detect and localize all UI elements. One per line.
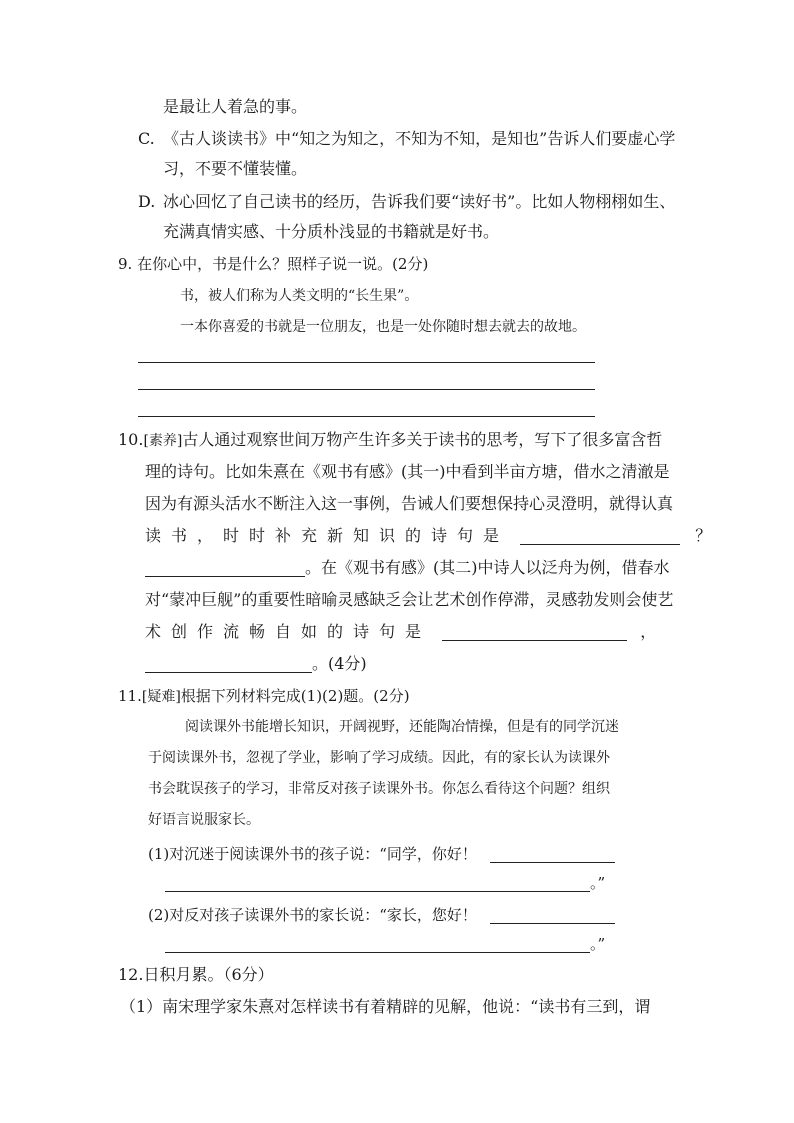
q11-heading — [118, 685, 410, 708]
q9-prompt: 9. 在你心中，书是什么？照样子说一说。(2分) — [118, 255, 429, 273]
q10-line3: 因为有源头活水不断注入这一事例，告诫人们要想保持心灵澄明，就得认真 — [145, 494, 674, 513]
q8-line0: 是最让人着急的事。 — [163, 97, 308, 116]
q11-sub1-cont — [165, 872, 605, 894]
q10-blank-4[interactable] — [145, 654, 312, 673]
q8-option-d-line1: 冰心回忆了自己读书的经历，告诉我们要“读好书”。比如人物栩栩如生、 — [163, 192, 676, 211]
q9-answer-line-1[interactable] — [138, 362, 595, 363]
q10-tag: [素养] — [143, 433, 183, 449]
q8-option-c-line2: 习，不要不懂装懂。 — [163, 159, 308, 178]
q10-line4 — [145, 525, 711, 547]
q8-option-d-label: D. — [138, 192, 156, 211]
q10-question-mark: ？ — [695, 526, 712, 545]
q11-sub1-blank-b[interactable] — [165, 873, 590, 892]
q9-example1: 书，被人们称为人类文明的“长生果”。 — [180, 288, 419, 304]
q10-heading — [118, 429, 662, 452]
q10-line6: 对“蒙冲巨舰”的重要性暗喻灵感缺乏会让艺术创作停滞，灵感勃发则会使艺 — [145, 590, 674, 609]
q11-sub1-text: (1)对沉迷于阅读课外书的孩子说：“同学，你好！ — [148, 845, 477, 863]
q10-line5-text: 。在《观书有感》(其二)中诗人以泛舟为例，借春水 — [305, 558, 670, 577]
q10-blank-1[interactable] — [520, 526, 680, 545]
q11-sub1-close: 。” — [590, 874, 606, 892]
q11-material-line3: 书会耽误孩子的学习，非常反对孩子读课外书。你怎么看待这个问题？组织 — [148, 781, 610, 797]
q11-sub2-close: 。” — [590, 935, 606, 953]
q8-option-c-line1: 《古人谈读书》中“知之为知之，不知为不知，是知也”告诉人们要虚心学 — [163, 129, 676, 148]
q11-number: 11. — [118, 687, 142, 705]
q10-comma: ， — [640, 622, 657, 641]
q11-material-line2: 于阅读课外书，忽视了学业，影响了学习成绩。因此，有的家长认为读课外 — [148, 750, 610, 766]
q12-prompt: 12.日积月累。（6分） — [118, 965, 274, 984]
q11-prompt: 根据下列材料完成(1)(2)题。(2分) — [180, 687, 410, 705]
q10-line4-text: 读书，时时补充新知识的诗句是 — [145, 526, 510, 545]
q12-line1: （1）南宋理学家朱熹对怎样读书有着精辟的见解，他说：“读书有三到，谓 — [120, 997, 651, 1016]
q10-line1: 古人通过观察世间万物产生许多关于读书的思考，写下了很多富含哲 — [182, 430, 663, 449]
q10-line7-text: 术创作流畅自如的诗句是 — [145, 622, 432, 641]
q9-example2: 一本你喜爱的书就是一位朋友，也是一处你随时想去就去的故地。 — [180, 319, 586, 335]
q10-line8-end: 。(4分) — [312, 654, 367, 673]
q11-sub2-text: (2)对反对孩子读课外书的家长说：“家长，您好！ — [148, 906, 477, 924]
q11-sub1 — [148, 843, 615, 865]
q10-blank-3[interactable] — [442, 622, 627, 641]
q11-material-line4: 好语言说服家长。 — [148, 812, 260, 828]
q11-sub2-cont — [165, 933, 605, 955]
q10-line7 — [145, 621, 656, 643]
q8-option-c-label: C. — [138, 129, 155, 148]
q11-sub2-blank-b[interactable] — [165, 934, 590, 953]
q11-tag: [疑难] — [141, 689, 181, 705]
q9-answer-line-2[interactable] — [138, 389, 595, 390]
q10-line2: 理的诗句。比如朱熹在《观书有感》(其一)中看到半亩方塘，借水之清澈是 — [145, 462, 670, 481]
q8-option-d-line2: 充满真情实感、十分质朴浅显的书籍就是好书。 — [163, 222, 500, 241]
q11-sub2 — [148, 904, 615, 926]
q9-answer-line-3[interactable] — [138, 416, 595, 417]
q10-number: 10. — [118, 430, 144, 449]
q11-sub2-blank-a[interactable] — [490, 905, 615, 924]
q10-blank-2[interactable] — [145, 558, 305, 577]
q10-line5 — [145, 557, 670, 579]
q10-line8 — [145, 653, 367, 675]
q11-material-line1: 阅读课外书能增长知识，开阔视野，还能陶冶情操，但是有的同学沉迷 — [185, 719, 619, 735]
q11-sub1-blank-a[interactable] — [490, 844, 615, 863]
